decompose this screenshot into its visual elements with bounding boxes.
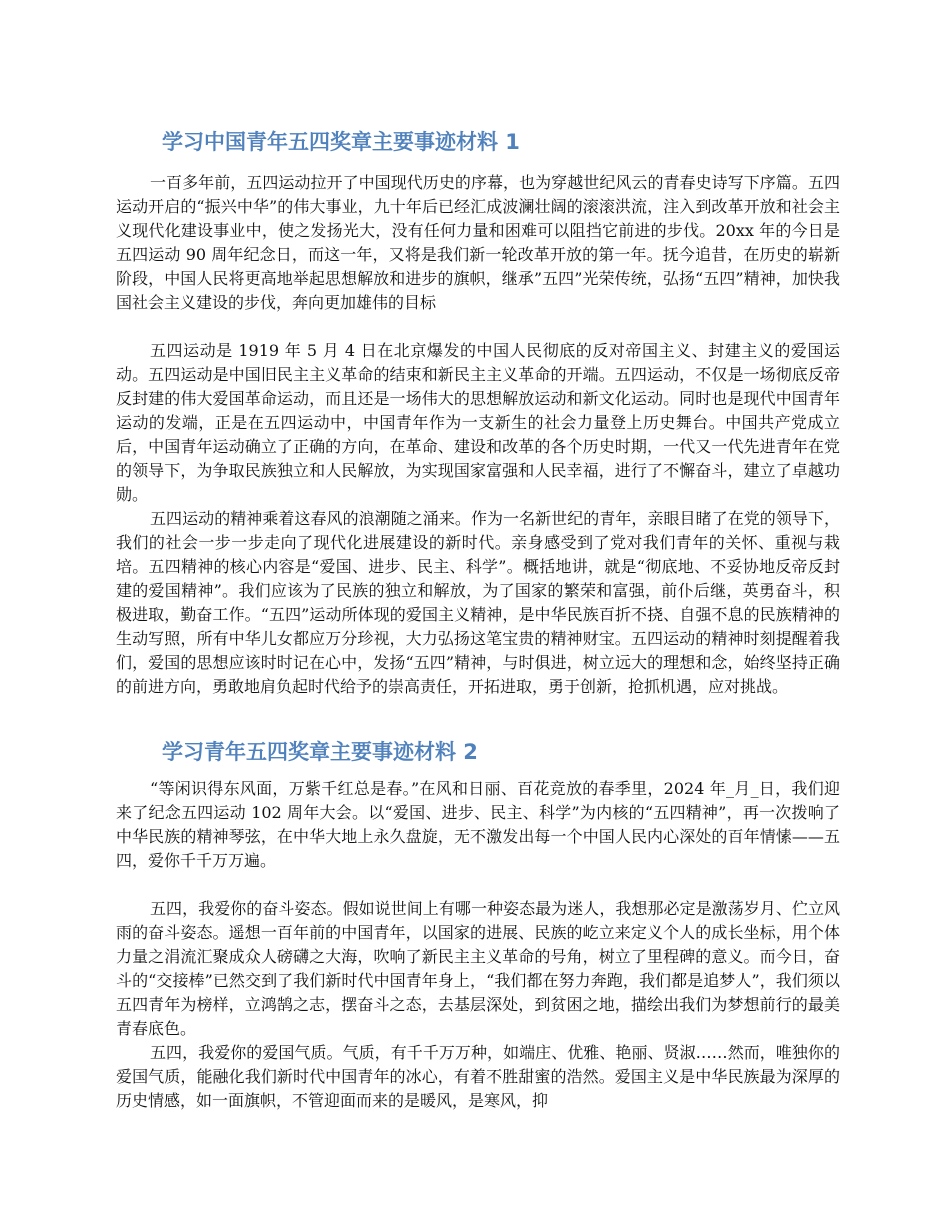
section-1-paragraph-3: 五四运动的精神乘着这春风的浪潮随之涌来。作为一名新世纪的青年，亲眼目睹了在党的领导下，我们的社会一步一步走向了现代化进展建设的新时代。亲身感受到了党对我们青年的关怀、重视与栽培。五四精神的核心内容是“爱国、进步、民主、科学”。概括地讲，就是“彻底地、不妥协地反帝反封建的爱国精神”。我们应该为了民族的独立和解放，为了国家的繁荣和富强，前仆后继，英勇奋斗，积极进取，勤奋工作。“五四”运动所体现的爱国主义精神，是中华民族百折不挠、自强不息的民族精神的生动写照，所有中华儿女都应万分珍视，大力弘扬这笔宝贵的精神财宝。五四运动的精神时刻提醒着我们，爱国的思想应该时时记在心中，发扬“五四”精神，与时俱进，树立远大的理想和念，始终坚持正确的前进方向，勇敢地肩负起时代给予的崇高责任，开拓进取，勇于创新，抢抓机遇，应对挑战。: [116, 509, 840, 696]
section-1-paragraph-2: 五四运动是 1919 年 5 月 4 日在北京爆发的中国人民彻底的反对帝国主义、封建主义的爱国运动。五四运动是中国旧民主主义革命的结束和新民主主义革命的开端。五四运动，不仅是一场彻底反帝反封建的伟大爱国革命运动，而且还是一场伟大的思想解放运动和新文化运动。同时也是现代中国青年运动的发端，正是在五四运动中，中国青年作为一支新生的社会力量登上历史舞台。中国共产党成立后，中国青年运动确立了正确的方向，在革命、建设和改革的各个历史时期，一代又一代先进青年在党的领导下，为争取民族独立和人民解放，为实现国家富强和人民幸福，进行了不懈奋斗，建立了卓越功勋。: [116, 341, 840, 504]
section-1-paragraph-1: 一百多年前，五四运动拉开了中国现代历史的序幕，也为穿越世纪风云的青春史诗写下序篇。五四运动开启的“振兴中华”的伟大事业，九十年后已经汇成波澜壮阔的滚滚洪流，注入到改革开放和社会主义现代化建设事业中，使之发扬光大，没有任何力量和困难可以阻挡它前进的步伐。20xx 年的今日是五四运动 90 周年纪念日，而这一年，又将是我们新一轮改革开放的第一年。抚今追昔，在历史的崭新阶段，中国人民将更高地举起思想解放和进步的旗帜，继承”五四”光荣传统，弘扬“五四”精神，加快我国社会主义建设的步伐，奔向更加雄伟的目标: [116, 173, 840, 312]
section-1-heading: 学习中国青年五四奖章主要事迹材料 1: [162, 130, 520, 154]
section-2-paragraph-2: 五四，我爱你的奋斗姿态。假如说世间上有哪一种姿态最为迷人，我想那必定是激荡岁月、伫立风雨的奋斗姿态。遥想一百年前的中国青年，以国家的进展、民族的屹立来定义个人的成长坐标，用个体力量之涓流汇聚成众人磅礴之大海，吹响了新民主主义革命的号角，树立了里程碑的意义。而今日，奋斗的“交接棒”已然交到了我们新时代中国青年身上，“我们都在努力奔跑，我们都是追梦人”，我们须以五四青年为榜样，立鸿鹄之志，摆奋斗之态，去基层深处，到贫困之地，描绘出我们为梦想前行的最美青春底色。: [116, 899, 840, 1038]
section-2-paragraph-1: “等闲识得东风面，万紫千红总是春。”在风和日丽、百花竞放的春季里，2024 年_月_日，我们迎来了纪念五四运动 102 周年大会。以“爱国、进步、民主、科学”为内核的“五四精神”，再一次拨响了中华民族的精神琴弦，在中华大地上永久盘旋，无不激发出每一个中国人民内心深处的百年情愫——五四，爱你千千万万遍。: [116, 779, 840, 870]
section-2-heading: 学习青年五四奖章主要事迹材料 2: [162, 740, 478, 764]
section-2-paragraph-3: 五四，我爱你的爱国气质。气质，有千千万万种，如端庄、优雅、艳丽、贤淑……然而，唯独你的爱国气质，能融化我们新时代中国青年的冰心，有着不胜甜蜜的浩然。爱国主义是中华民族最为深厚的历史情感，如一面旗帜，不管迎面而来的是暖风，是寒风，抑: [116, 1043, 840, 1110]
